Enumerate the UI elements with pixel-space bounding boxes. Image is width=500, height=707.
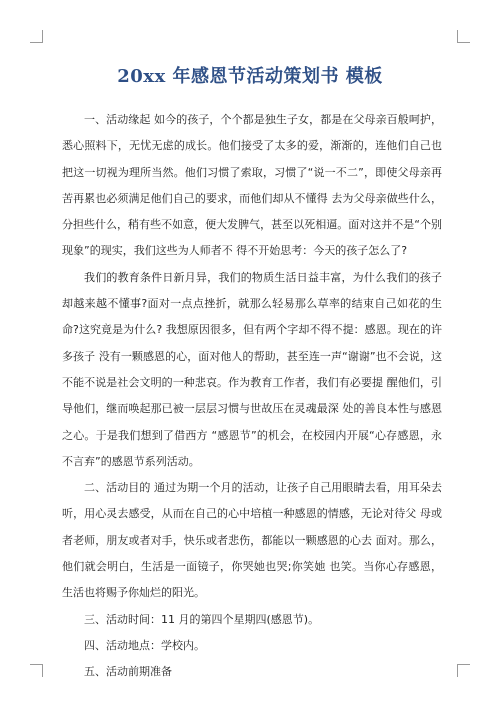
paragraph-origin: 一、活动缘起 如今的孩子，个个都是独生子女，都是在父母亲百般呵护，悉心照料下，无忧无虑的成长。他们接受了太多的爱，渐渐的，连他们自己也把这一切视为理所当然。他们习惯了索取，习惯了“说一不二”，即使父母亲再苦再累也必须满足他们自己的要求，而他们却从不懂得 去为父母亲做些什么，分担些什么，稍有些不如意，便大发脾气，甚至以死相逼。面对这并不是“个别现象”的现实，我们这些为人师者不 得不开始思考：今天的孩子怎么了? bbox=[62, 113, 442, 258]
crop-mark-bottom-right bbox=[457, 664, 470, 677]
document-title: 20xx 年感恩节活动策划书 模板 bbox=[117, 66, 383, 87]
paragraph-purpose: 二、活动目的 通过为期一个月的活动，让孩子自己用眼睛去看，用耳朵去听，用心灵去感受，从而在自己的心中培植一种感恩的情感，无论对待父 母或者老师，朋友或者对手，快乐或者悲伤，都能以一颗感恩的心去 面对。那么，他们就会明白，生活是一面镜子，你哭她也哭;你笑她 也笑。当你心存感恩，生活也将赐予你灿烂的阳光。 bbox=[62, 481, 442, 600]
crop-mark-bottom-left bbox=[30, 664, 43, 677]
paragraph-time: 三、活动时间：11 月的第四个星期四(感恩节)。 bbox=[84, 612, 320, 626]
paragraph-location: 四、活动地点：学校内。 bbox=[84, 638, 205, 652]
document-body bbox=[62, 107, 442, 686]
crop-mark-top-right bbox=[457, 30, 470, 43]
crop-mark-top-left bbox=[30, 30, 43, 43]
paragraph-reason: 我们的教育条件日新月异，我们的物质生活日益丰富，为什么我们的孩子却越来越不懂事?面对一点点挫折，就那么轻易那么草率的结束自己如花的生命?这究竟是为什么? 我想原因很多，但有两个字却不得不提：感恩。现在的许多孩子 没有一颗感恩的心，面对他人的帮助，甚至连一声“谢谢”也不会说，这不能不说是社会文明的一种悲哀。作为教育工作者，我们有必要提 醒他们，引导他们，继而唤起那已被一层层习惯与世故压在灵魂最深 处的善良本性与感恩之心。于是我们想到了借西方 “感恩节”的机会，在校园内开展“心存感恩，永不言弃”的感恩节系列活动。 bbox=[62, 270, 442, 468]
paragraph-preparation: 五、活动前期准备 bbox=[84, 665, 172, 679]
